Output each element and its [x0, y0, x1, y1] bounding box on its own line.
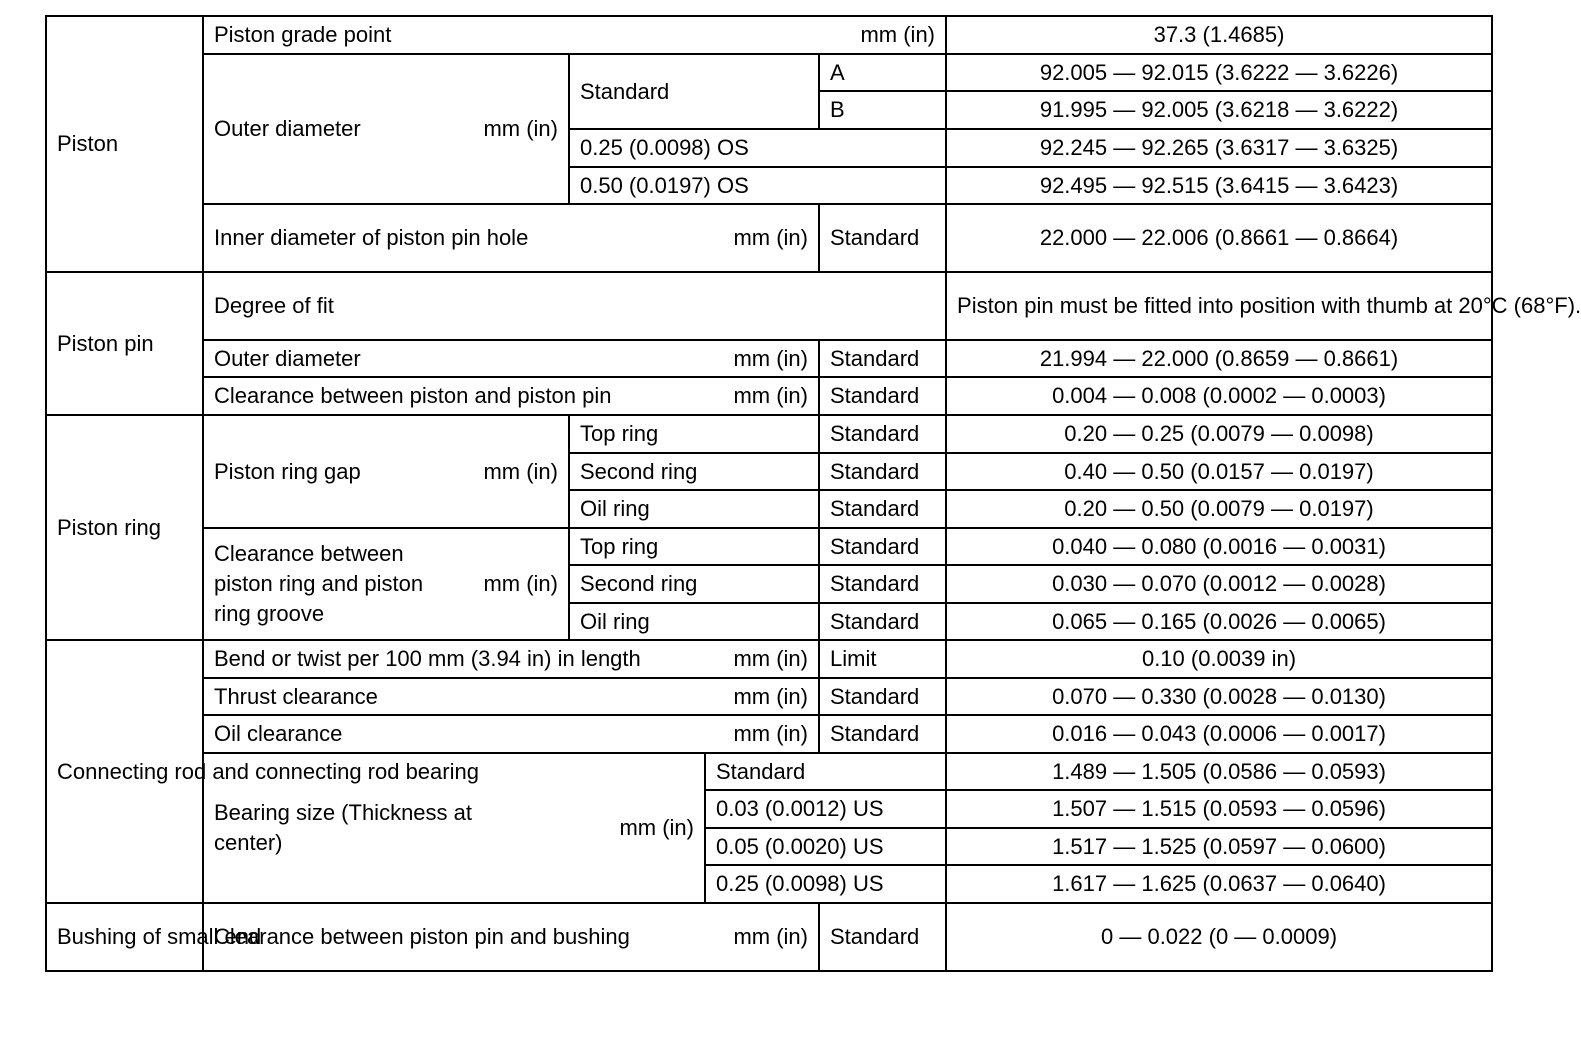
- unit-label: mm (in): [733, 225, 808, 250]
- ring-groove-top-spec: Standard: [819, 528, 946, 565]
- pin-clearance-value: 0.004 — 0.008 (0.0002 — 0.0003): [946, 377, 1492, 415]
- pin-hole-label: Inner diameter of piston pin hole: [214, 225, 529, 250]
- unit-label: mm (in): [733, 383, 808, 408]
- piston-outer-diameter-label: Outer diameter: [214, 116, 361, 141]
- bearing-standard-label: Standard: [705, 753, 946, 790]
- bearing-size-label: Bearing size (Thickness at center): [214, 800, 472, 855]
- pin-outer-diameter-spec: Standard: [819, 340, 946, 377]
- table-row: [46, 272, 1492, 340]
- grade-a-value: 92.005 — 92.015 (3.6222 — 3.6226): [946, 54, 1492, 91]
- pin-hole-cell: [203, 204, 819, 272]
- oil-clearance-spec: Standard: [819, 715, 946, 753]
- pin-outer-diameter-value: 21.994 — 22.000 (0.8659 — 0.8661): [946, 340, 1492, 377]
- ring-gap-label: Piston ring gap: [214, 458, 361, 484]
- pin-clearance-spec: Standard: [819, 377, 946, 415]
- oversize-025-label: 0.25 (0.0098) OS: [569, 129, 946, 167]
- section-piston: Piston: [46, 16, 203, 272]
- table-row: [46, 204, 1492, 272]
- unit-label: mm (in): [483, 571, 558, 596]
- ring-gap-top-value: 0.20 — 0.25 (0.0079 — 0.0098): [946, 415, 1492, 453]
- unit-label: mm (in): [619, 815, 694, 840]
- ring-gap-second-value: 0.40 — 0.50 (0.0157 — 0.0197): [946, 453, 1492, 490]
- bushing-clearance-value: 0 — 0.022 (0 — 0.0009): [946, 903, 1492, 971]
- pin-hole-value: 22.000 — 22.006 (0.8661 — 0.8664): [946, 204, 1492, 272]
- thrust-spec: Standard: [819, 678, 946, 715]
- ring-gap-top-label: Top ring: [569, 415, 819, 453]
- bushing-clearance-spec: Standard: [819, 903, 946, 971]
- ring-gap-cell: [203, 415, 569, 528]
- ring-gap-oil-spec: Standard: [819, 490, 946, 528]
- bearing-us025-label: 0.25 (0.0098) US: [705, 865, 946, 903]
- oversize-050-value: 92.495 — 92.515 (3.6415 — 3.6423): [946, 167, 1492, 204]
- ring-groove-second-label: Second ring: [569, 565, 819, 603]
- degree-of-fit-label: Degree of fit: [203, 272, 946, 340]
- grade-b-label: B: [819, 91, 946, 129]
- section-bushing: Bushing of small end: [46, 903, 203, 971]
- table-row: [46, 16, 1492, 54]
- thrust-value: 0.070 — 0.330 (0.0028 — 0.0130): [946, 678, 1492, 715]
- piston-grade-point-value: 37.3 (1.4685): [946, 16, 1492, 54]
- ring-groove-oil-spec: Standard: [819, 603, 946, 640]
- unit-label: mm (in): [483, 116, 558, 141]
- piston-outer-diameter-cell: [203, 54, 569, 204]
- ring-groove-second-spec: Standard: [819, 565, 946, 603]
- unit-label: mm (in): [733, 646, 808, 671]
- unit-label: mm (in): [733, 924, 808, 949]
- bearing-us003-label: 0.03 (0.0012) US: [705, 790, 946, 828]
- ring-groove-label: Clearance between piston ring and piston ring groove: [214, 541, 424, 626]
- table-row: [46, 340, 1492, 377]
- oil-clearance-value: 0.016 — 0.043 (0.0006 — 0.0017): [946, 715, 1492, 753]
- table-row: [46, 415, 1492, 453]
- piston-grade-point-label: Piston grade point: [214, 22, 392, 47]
- ring-gap-second-spec: Standard: [819, 453, 946, 490]
- oversize-050-label: 0.50 (0.0197) OS: [569, 167, 946, 204]
- piston-od-standard-label: Standard: [569, 54, 819, 129]
- pin-hole-spec: Standard: [819, 204, 946, 272]
- bearing-us003-value: 1.507 — 1.515 (0.0593 — 0.0596): [946, 790, 1492, 828]
- piston-grade-point-cell: [203, 16, 946, 54]
- bend-label: Bend or twist per 100 mm (3.94 in) in length: [214, 646, 641, 671]
- bearing-standard-value: 1.489 — 1.505 (0.0586 — 0.0593): [946, 753, 1492, 790]
- ring-groove-oil-value: 0.065 — 0.165 (0.0026 — 0.0065): [946, 603, 1492, 640]
- unit-label: mm (in): [733, 345, 808, 371]
- table-row: [46, 54, 1492, 91]
- table-row: [46, 640, 1492, 678]
- ring-gap-oil-label: Oil ring: [569, 490, 819, 528]
- grade-b-value: 91.995 — 92.005 (3.6218 — 3.6222): [946, 91, 1492, 129]
- ring-groove-top-label: Top ring: [569, 528, 819, 565]
- table-row: [46, 678, 1492, 715]
- ring-groove-second-value: 0.030 — 0.070 (0.0012 — 0.0028): [946, 565, 1492, 603]
- degree-of-fit-value: Piston pin must be fitted into position with thumb at 20°C (68°F).: [946, 272, 1492, 340]
- table-row: [46, 377, 1492, 415]
- table-row: [46, 903, 1492, 971]
- bearing-us005-value: 1.517 — 1.525 (0.0597 — 0.0600): [946, 828, 1492, 865]
- unit-label: mm (in): [483, 458, 558, 484]
- table-row: [46, 528, 1492, 565]
- ring-gap-top-spec: Standard: [819, 415, 946, 453]
- section-piston-ring: Piston ring: [46, 415, 203, 640]
- bushing-clearance-cell: [203, 903, 819, 971]
- piston-spec-table: [45, 15, 1581, 972]
- pin-outer-diameter-cell: [203, 340, 819, 377]
- bushing-clearance-label: Clearance between piston pin and bushing: [214, 924, 630, 949]
- bend-cell: [203, 640, 819, 678]
- thrust-cell: [203, 678, 819, 715]
- bearing-us025-value: 1.617 — 1.625 (0.0637 — 0.0640): [946, 865, 1492, 903]
- bearing-us005-label: 0.05 (0.0020) US: [705, 828, 946, 865]
- bend-spec: Limit: [819, 640, 946, 678]
- thrust-label: Thrust clearance: [214, 683, 378, 709]
- unit-label: mm (in): [733, 721, 808, 746]
- ring-groove-cell: [203, 528, 569, 640]
- section-piston-pin: Piston pin: [46, 272, 203, 415]
- unit-label: mm (in): [860, 22, 936, 47]
- oil-clearance-cell: [203, 715, 819, 753]
- pin-clearance-label: Clearance between piston and piston pin: [214, 383, 612, 408]
- oil-clearance-label: Oil clearance: [214, 721, 343, 746]
- grade-a-label: A: [819, 54, 946, 91]
- ring-groove-oil-label: Oil ring: [569, 603, 819, 640]
- ring-gap-second-label: Second ring: [569, 453, 819, 490]
- ring-groove-top-value: 0.040 — 0.080 (0.0016 — 0.0031): [946, 528, 1492, 565]
- ring-gap-oil-value: 0.20 — 0.50 (0.0079 — 0.0197): [946, 490, 1492, 528]
- pin-clearance-cell: [203, 377, 819, 415]
- unit-label: mm (in): [733, 683, 808, 709]
- section-connecting-rod: Connecting rod and connecting rod bearing: [46, 640, 203, 903]
- table-row: [46, 715, 1492, 753]
- bend-value: 0.10 (0.0039 in): [946, 640, 1492, 678]
- oversize-025-value: 92.245 — 92.265 (3.6317 — 3.6325): [946, 129, 1492, 167]
- pin-outer-diameter-label: Outer diameter: [214, 345, 361, 371]
